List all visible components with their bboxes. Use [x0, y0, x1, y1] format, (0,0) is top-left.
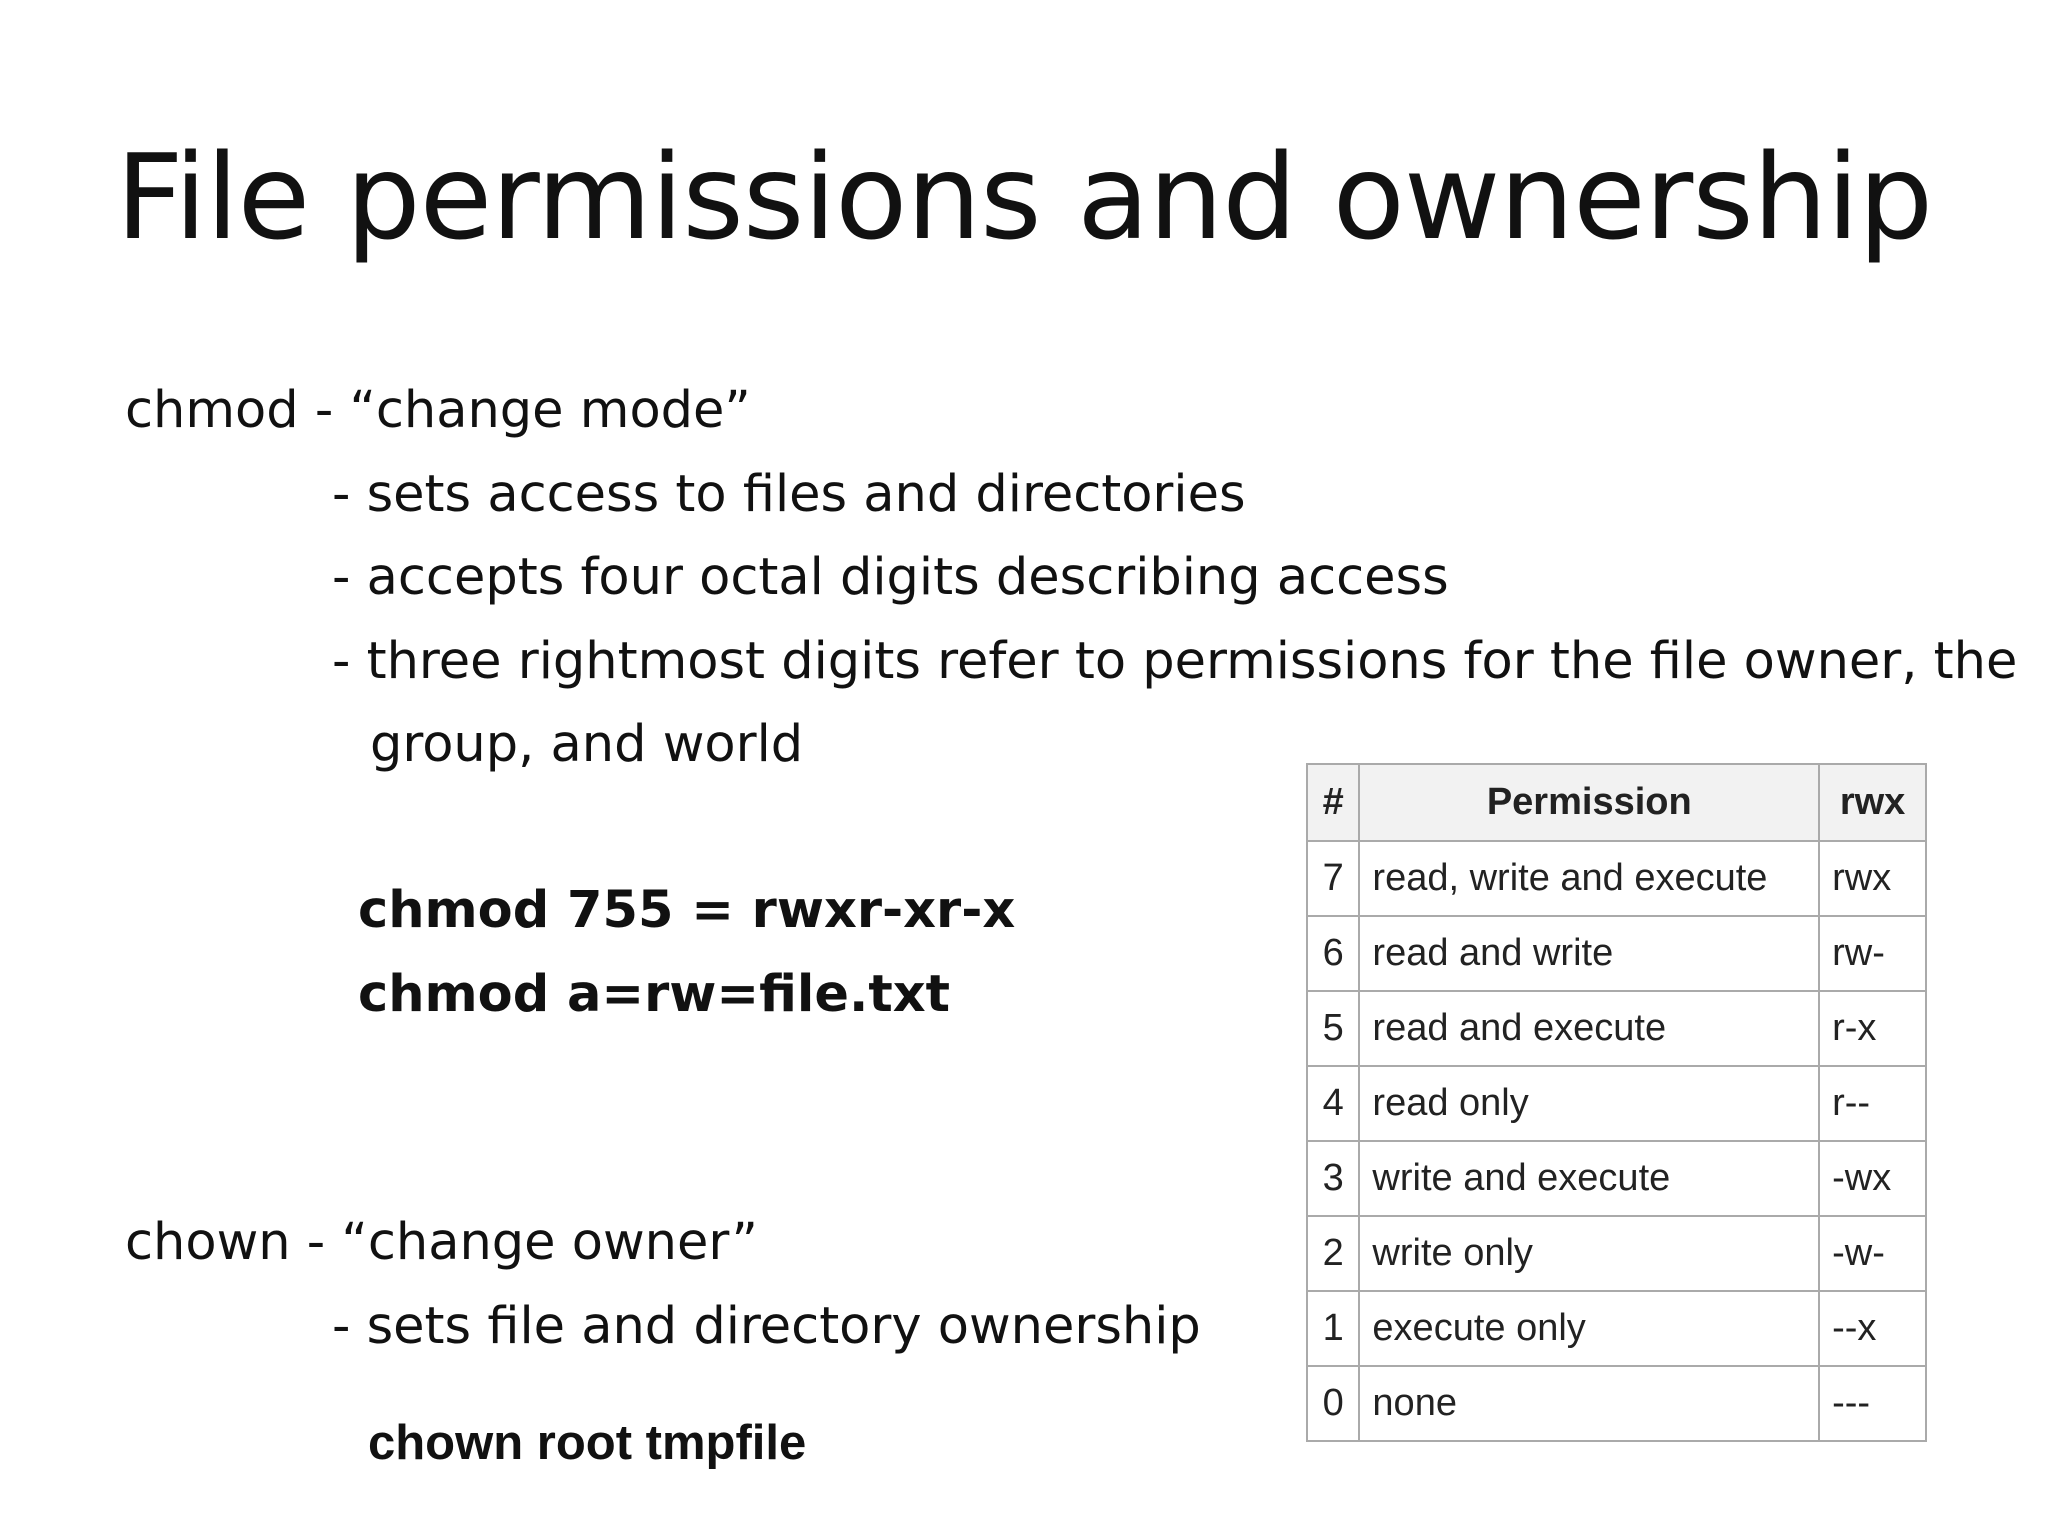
table-row — [1307, 991, 1926, 1066]
chmod-bullet-1: - sets access to files and directories — [332, 465, 1246, 524]
header-num: # — [1307, 764, 1359, 841]
slide-title: File permissions and ownership — [115, 128, 1933, 266]
row-permission: write and execute — [1359, 1141, 1819, 1216]
row-rwx: rw- — [1819, 916, 1926, 991]
row-num: 4 — [1307, 1066, 1359, 1141]
table-row — [1307, 1141, 1926, 1216]
chmod-example-1: chmod 755 = rwxr-xr-x — [358, 881, 1016, 940]
chmod-bullet-3: - three rightmost digits refer to permissions for the file owner, the — [332, 632, 2018, 691]
chown-bullet-1: - sets file and directory ownership — [332, 1297, 1201, 1356]
table-row — [1307, 1366, 1926, 1441]
row-rwx: --x — [1819, 1291, 1926, 1366]
chmod-example-2: chmod a=rw=file.txt — [358, 965, 951, 1024]
row-num: 7 — [1307, 841, 1359, 916]
chmod-bullet-3-continued: group, and world — [370, 715, 804, 774]
row-num: 2 — [1307, 1216, 1359, 1291]
table-row — [1307, 1216, 1926, 1291]
chown-heading: chown - “change owner” — [125, 1213, 758, 1272]
chmod-heading: chmod - “change mode” — [125, 381, 751, 440]
row-rwx: -w- — [1819, 1216, 1926, 1291]
row-rwx: --- — [1819, 1366, 1926, 1441]
row-rwx: -wx — [1819, 1141, 1926, 1216]
row-num: 0 — [1307, 1366, 1359, 1441]
table-row — [1307, 841, 1926, 916]
row-permission: read, write and execute — [1359, 841, 1819, 916]
table-row — [1307, 1066, 1926, 1141]
row-permission: write only — [1359, 1216, 1819, 1291]
header-rwx: rwx — [1819, 764, 1926, 841]
row-num: 3 — [1307, 1141, 1359, 1216]
table-row — [1307, 1291, 1926, 1366]
permission-table — [1306, 763, 1927, 1442]
table-row — [1307, 916, 1926, 991]
row-num: 5 — [1307, 991, 1359, 1066]
row-num: 6 — [1307, 916, 1359, 991]
row-permission: execute only — [1359, 1291, 1819, 1366]
chmod-bullet-2: - accepts four octal digits describing access — [332, 548, 1449, 607]
row-rwx: rwx — [1819, 841, 1926, 916]
row-permission: read and execute — [1359, 991, 1819, 1066]
row-permission: read only — [1359, 1066, 1819, 1141]
header-permission: Permission — [1359, 764, 1819, 841]
row-permission: read and write — [1359, 916, 1819, 991]
row-num: 1 — [1307, 1291, 1359, 1366]
row-rwx: r-- — [1819, 1066, 1926, 1141]
row-permission: none — [1359, 1366, 1819, 1441]
permission-table-header-row — [1307, 764, 1926, 841]
chown-example: chown root tmpfile — [368, 1416, 807, 1470]
row-rwx: r-x — [1819, 991, 1926, 1066]
